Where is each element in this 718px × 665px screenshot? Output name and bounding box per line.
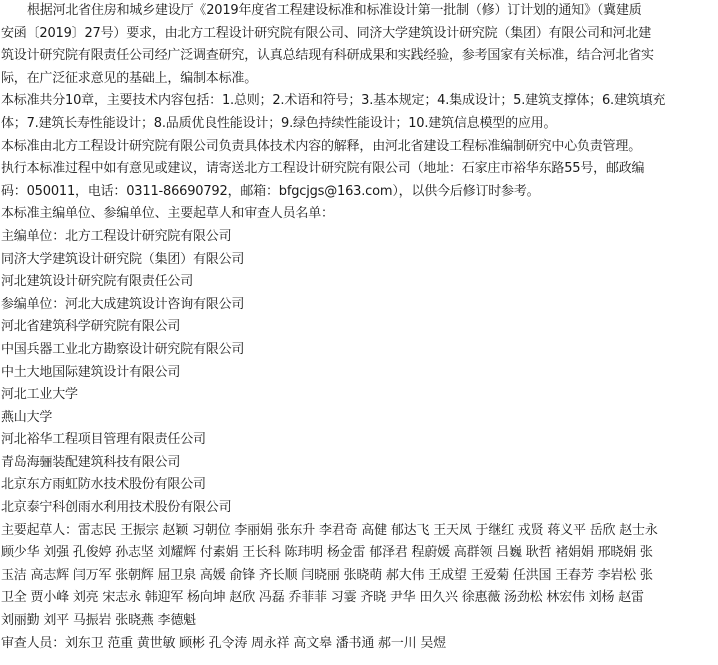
participating-unit-8: 青岛海骊装配建筑科技有限公司 [1, 454, 181, 470]
participating-unit-2: 河北省建筑科学研究院有限公司 [1, 319, 181, 335]
drafters-line-1: 主要起草人：雷志民 王振宗 赵颖 习朝位 李丽娟 张东升 李君奇 高健 郁达飞 王天凤 于继红 戎贤 蒋义平 岳欣 赵士永 [1, 522, 658, 538]
participating-unit-1: 参编单位：河北大成建筑设计咨询有限公司 [1, 296, 245, 312]
paragraph-responsibility: 本标准由北方工程设计研究院有限公司负责具体技术内容的解释，由河北省建设工程标准编制研究中心负责管理。 [1, 138, 642, 154]
paragraph-feedback-line-1: 执行本标准过程中如有意见或建议，请寄送北方工程设计研究院有限公司（地址：石家庄市裕华东路55号，邮政编 [1, 161, 645, 177]
participating-unit-4: 中土大地国际建筑设计有限公司 [1, 364, 181, 380]
paragraph-intro-line-2: 安函〔2019〕27号）要求，由北方工程设计研究院有限公司、同济大学建筑设计研究院（集团）有限公司和河北建 [1, 25, 652, 41]
paragraph-intro-line-4: 际，在广泛征求意见的基础上，编制本标准。 [1, 70, 258, 86]
paragraph-contents-line-2: 体；7.建筑长寿性能设计；8.品质优良性能设计；9.绿色持续性能设计；10.建筑信息模型的应用。 [1, 115, 557, 131]
participating-unit-3: 中国兵器工业北方勘察设计研究院有限公司 [1, 341, 245, 357]
list-heading: 本标准主编单位、参编单位、主要起草人和审查人员名单： [1, 206, 334, 222]
chief-editor-unit-2: 同济大学建筑设计研究院（集团）有限公司 [1, 251, 245, 267]
drafters-line-3: 玉洁 高志辉 闫万军 张朝辉 屈卫泉 高媛 俞锋 齐长顺 闫晓丽 张晓萌 郝大伟 王成望 王爱菊 任洪国 王春芳 李岩松 张 [1, 567, 653, 583]
participating-unit-10: 北京泰宁科创雨水利用技术股份有限公司 [1, 500, 232, 516]
drafters-line-4: 卫全 贾小峰 刘亮 宋志永 韩迎军 杨向坤 赵欣 冯磊 乔菲菲 习霎 齐晓 尹华 田久兴 徐惠薇 汤劲松 林宏伟 刘杨 赵雷 [1, 590, 644, 606]
chief-editor-unit-3: 河北建筑设计研究院有限责任公司 [1, 274, 194, 290]
paragraph-intro-line-1: 根据河北省住房和城乡建设厅《2019年度省工程建设标准和标准设计第一批制（修）订计划的通知》（冀建质 [27, 3, 642, 18]
drafters-line-2: 顾少华 刘强 孔俊婷 孙志坚 刘耀辉 付素娟 王长科 陈玮明 杨金雷 郁泽君 程蔚媛 高群领 吕巍 耿哲 褚娟娟 邢晓娟 张 [1, 545, 653, 561]
participating-unit-9: 北京东方雨虹防水技术股份有限公司 [1, 477, 206, 493]
chief-editor-unit-1: 主编单位：北方工程设计研究院有限公司 [1, 228, 232, 244]
paragraph-feedback-line-2: 码：050011，电话：0311-86690792，邮箱：bfgcjgs@163.com），以供今后修订时参考。 [1, 183, 540, 199]
participating-unit-6: 燕山大学 [1, 409, 53, 425]
paragraph-intro-line-3: 筑设计研究院有限责任公司经广泛调查研究，认真总结现有科研成果和实践经验，参考国家有关标准，结合河北省实 [1, 48, 654, 64]
paragraph-contents-line-1: 本标准共分10章，主要技术内容包括：1.总则；2.术语和符号；3.基本规定；4.集成设计；5.建筑支撑体；6.建筑填充 [1, 93, 666, 109]
reviewers-line: 审查人员：刘东卫 范重 黄世敏 顾彬 孔令涛 周永祥 高文皋 潘书通 郝一川 吴煜 [1, 635, 446, 651]
drafters-line-5: 刘丽勤 刘平 马振岩 张晓燕 李德魁 [1, 613, 196, 629]
participating-unit-5: 河北工业大学 [1, 387, 78, 403]
participating-unit-7: 河北裕华工程项目管理有限责任公司 [1, 432, 206, 448]
